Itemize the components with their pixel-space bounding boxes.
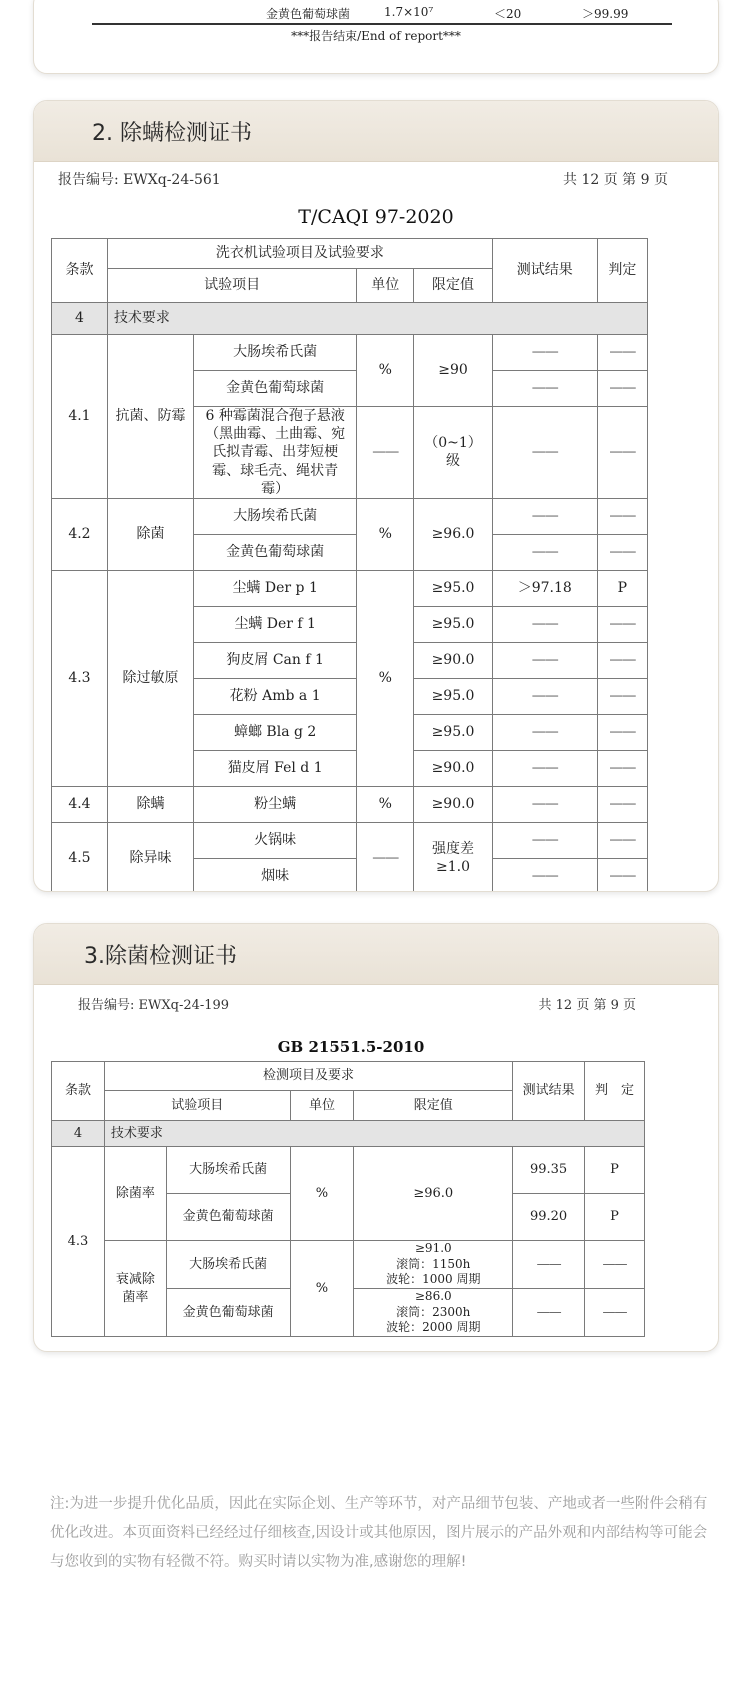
prev-result: ＞99.99 — [582, 7, 629, 21]
unit: % — [357, 498, 414, 570]
judge: —— — [597, 371, 647, 407]
previous-report-card — [33, 0, 719, 74]
result: ＞97.18 — [492, 570, 597, 606]
result: —— — [492, 786, 597, 822]
section-clause: 4 — [52, 1121, 105, 1147]
unit: —— — [357, 822, 414, 892]
judge: —— — [597, 678, 647, 714]
judge: P — [597, 570, 647, 606]
result: —— — [513, 1289, 585, 1337]
limit: 强度差≥1.0 — [414, 822, 493, 892]
judge: —— — [597, 786, 647, 822]
sterilization-certificate-card — [33, 923, 719, 1352]
standard-code: GB 21551.5-2010 — [277, 1038, 425, 1056]
end-of-report: ***报告结束/End of report*** — [291, 29, 461, 43]
clause-4-3: 4.3 — [52, 1147, 105, 1337]
header-group: 检测项目及要求 — [104, 1062, 512, 1091]
standard-code: T/CAQI 97-2020 — [298, 206, 454, 228]
limit: ≥95.0 — [414, 714, 493, 750]
pulsator-cycles: 波轮：1000 周期 — [386, 1272, 481, 1287]
judge: —— — [597, 714, 647, 750]
category-odor-removal: 除异味 — [107, 822, 193, 892]
limit: （0~1）级 — [414, 407, 493, 499]
header-clause: 条款 — [52, 1062, 105, 1121]
section-title: 2. 除螨检测证书 — [34, 101, 718, 162]
pulsator-cycles: 波轮：2000 周期 — [386, 1320, 481, 1335]
header-judge: 判定 — [597, 239, 647, 303]
item-ecoli: 大肠埃希氏菌 — [166, 1147, 290, 1194]
limit: ≥90 — [414, 335, 493, 407]
limit: ≥95.0 — [414, 606, 493, 642]
category-antibacterial: 抗菌、防霉 — [107, 335, 193, 499]
result: —— — [492, 498, 597, 534]
judge: —— — [597, 642, 647, 678]
mite-removal-certificate-card — [33, 100, 719, 892]
result: 99.20 — [513, 1194, 585, 1241]
disclaimer-note: 注:为进一步提升优化品质，因此在实际企划、生产等环节，对产品细节包装、产地或者一些附件会稍有优化改进。本页面资料已经经过仔细核查,因设计或其他原因，图片展示的产品外观和内部结构等可能会与您收到的实物有轻微不符。购买时请以实物为准,感谢您的理解! — [50, 1496, 708, 1570]
judge: —— — [597, 534, 647, 570]
category-attenuated-rate: 衰减除菌率 — [104, 1241, 166, 1337]
section-clause: 4 — [52, 303, 108, 335]
limit: ≥90.0 — [414, 786, 493, 822]
prev-table-row — [92, 1, 672, 25]
item-ecoli: 大肠埃希氏菌 — [166, 1241, 290, 1289]
limit: ≥95.0 — [414, 570, 493, 606]
header-judge: 判 定 — [585, 1062, 645, 1121]
clause-4-3: 4.3 — [52, 570, 108, 786]
allergen-item: 尘螨 Der f 1 — [194, 606, 357, 642]
limit: ≥90.0 — [414, 642, 493, 678]
result: —— — [492, 642, 597, 678]
limit-value: ≥86.0 — [414, 1289, 452, 1304]
prev-limit: ＜20 — [494, 7, 522, 21]
unit: % — [357, 786, 414, 822]
section-title: 3.除菌检测证书 — [34, 924, 718, 985]
item-staph: 金黄色葡萄球菌 — [166, 1194, 290, 1241]
judge: —— — [597, 498, 647, 534]
result: —— — [492, 678, 597, 714]
unit: —— — [357, 407, 414, 499]
header-limit: 限定值 — [354, 1091, 513, 1121]
limit: ≥90.0 — [414, 750, 493, 786]
test-table — [51, 1061, 645, 1337]
prev-item: 金黄色葡萄球菌 — [266, 7, 351, 21]
result: —— — [513, 1241, 585, 1289]
item-staph: 金黄色葡萄球菌 — [194, 371, 357, 407]
header-clause: 条款 — [52, 239, 108, 303]
judge: P — [585, 1194, 645, 1241]
drum-hours: 滚筒：1150h — [396, 1256, 471, 1271]
result: —— — [492, 606, 597, 642]
unit: % — [357, 570, 414, 786]
limit: ≥95.0 — [414, 678, 493, 714]
allergen-item: 花粉 Amb a 1 — [194, 678, 357, 714]
result: —— — [492, 534, 597, 570]
judge: —— — [597, 750, 647, 786]
item-staph: 金黄色葡萄球菌 — [194, 534, 357, 570]
clause-4-1: 4.1 — [52, 335, 108, 499]
allergen-item: 猫皮屑 Fel d 1 — [194, 750, 357, 786]
category-sterilization-rate: 除菌率 — [104, 1147, 166, 1241]
result: 99.35 — [513, 1147, 585, 1194]
judge: —— — [597, 822, 647, 858]
prev-value: 1.7×10⁷ — [384, 5, 434, 19]
header-group: 洗衣机试验项目及试验要求 — [107, 239, 492, 269]
section-label: 技术要求 — [107, 303, 647, 335]
header-unit: 单位 — [290, 1091, 354, 1121]
header-unit: 单位 — [357, 269, 414, 303]
page-count: 共 12 页 第 9 页 — [538, 998, 636, 1013]
result: —— — [492, 822, 597, 858]
test-table — [51, 238, 648, 892]
item-dust-mite: 粉尘螨 — [194, 786, 357, 822]
header-result: 测试结果 — [492, 239, 597, 303]
item-hotpot-odor: 火锅味 — [194, 822, 357, 858]
category-sterilization: 除菌 — [107, 498, 193, 570]
judge: P — [585, 1147, 645, 1194]
result: —— — [492, 371, 597, 407]
item-smoke-odor: 烟味 — [194, 858, 357, 892]
unit: % — [290, 1147, 354, 1241]
result: —— — [492, 407, 597, 499]
header-item: 试验项目 — [107, 269, 356, 303]
clause-4-5: 4.5 — [52, 822, 108, 892]
item-mold-spores: 6 种霉菌混合孢子悬液（黑曲霉、土曲霉、宛氏拟青霉、出芽短梗霉、球毛壳、绳状青霉） — [194, 407, 357, 499]
limit-value: ≥91.0 — [414, 1241, 452, 1256]
report-number: 报告编号: EWXq-24-199 — [78, 998, 230, 1013]
section-label: 技术要求 — [104, 1121, 644, 1147]
page-count: 共 12 页 第 9 页 — [563, 172, 668, 188]
item-ecoli: 大肠埃希氏菌 — [194, 498, 357, 534]
limit-block-2 — [354, 1289, 513, 1337]
result: —— — [492, 714, 597, 750]
report-number: 报告编号: EWXq-24-561 — [58, 172, 221, 188]
limit: ≥96.0 — [354, 1147, 513, 1241]
drum-hours: 滚筒：2300h — [396, 1304, 471, 1319]
header-limit: 限定值 — [414, 269, 493, 303]
judge: —— — [597, 858, 647, 892]
judge: —— — [597, 606, 647, 642]
header-result: 测试结果 — [513, 1062, 585, 1121]
limit: ≥96.0 — [414, 498, 493, 570]
judge: —— — [585, 1289, 645, 1337]
result: —— — [492, 750, 597, 786]
allergen-item: 蟑螂 Bla g 2 — [194, 714, 357, 750]
allergen-item: 狗皮屑 Can f 1 — [194, 642, 357, 678]
allergen-item: 尘螨 Der p 1 — [194, 570, 357, 606]
unit: % — [357, 335, 414, 407]
result: —— — [492, 335, 597, 371]
judge: —— — [597, 335, 647, 371]
item-staph: 金黄色葡萄球菌 — [166, 1289, 290, 1337]
clause-4-4: 4.4 — [52, 786, 108, 822]
clause-4-2: 4.2 — [52, 498, 108, 570]
item-ecoli: 大肠埃希氏菌 — [194, 335, 357, 371]
judge: —— — [597, 407, 647, 499]
category-allergen: 除过敏原 — [107, 570, 193, 786]
result: —— — [492, 858, 597, 892]
unit: % — [290, 1241, 354, 1337]
header-item: 试验项目 — [104, 1091, 290, 1121]
judge: —— — [585, 1241, 645, 1289]
category-mite-removal: 除螨 — [107, 786, 193, 822]
limit-block-1 — [354, 1241, 513, 1289]
